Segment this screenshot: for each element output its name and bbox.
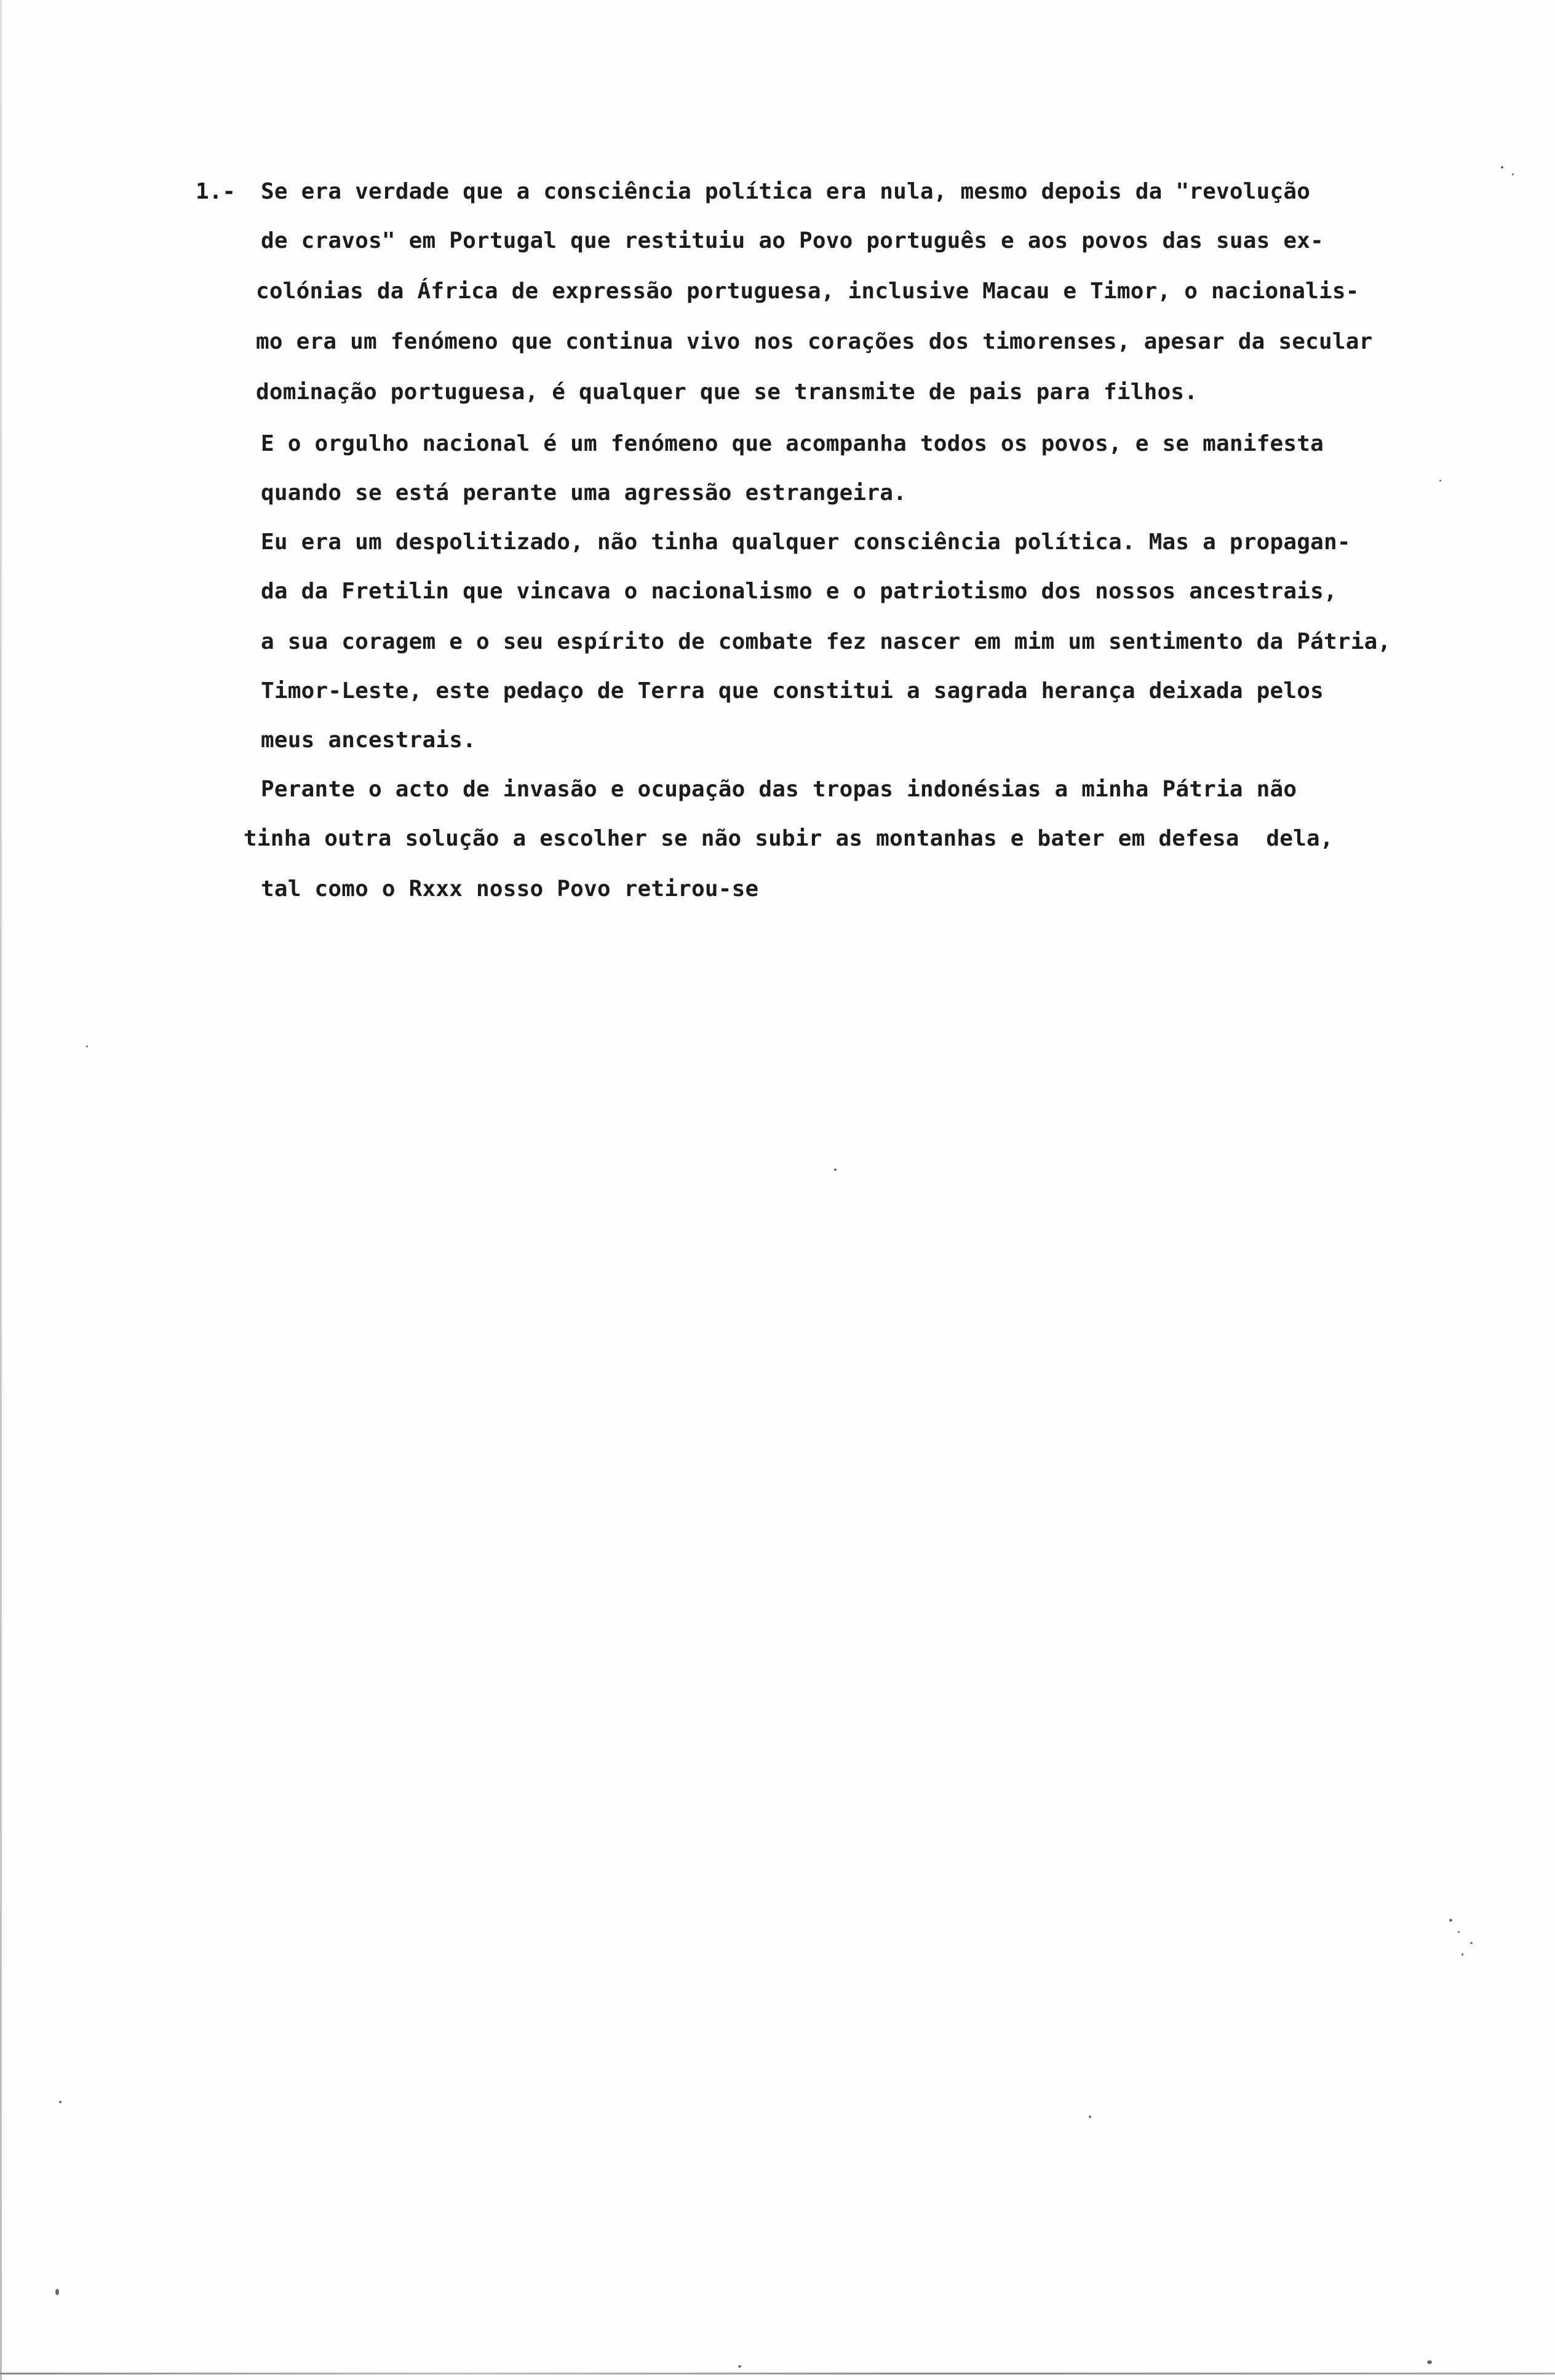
- text-line-3: colónias da África de expressão portuguesa, inclusive Macau e Timor, o nacionalis-: [256, 279, 1359, 304]
- text-line-15: tal como o Rxxx nosso Povo retirou-se: [261, 876, 759, 902]
- text-line-6: E o orgulho nacional é um fenómeno que acompanha todos os povos, e se manifesta: [261, 431, 1324, 456]
- item-number: 1.-: [196, 179, 236, 204]
- text-line-14: tinha outra solução a escolher se não subir as montanhas e bater em defesa dela,: [244, 826, 1334, 851]
- text-line-4: mo era um fenómeno que continua vivo nos corações dos timorenses, apesar da secular: [256, 329, 1373, 354]
- scan-speck: [59, 2101, 62, 2103]
- scan-speck: [1501, 166, 1503, 169]
- scan-speck: [86, 1045, 88, 1047]
- page-edge-shadow: [0, 0, 2, 2380]
- page-bottom-edge: [0, 2373, 1555, 2374]
- scan-speck: [1449, 1919, 1452, 1922]
- scan-speck: [1458, 1931, 1460, 1933]
- text-line-1: Se era verdade que a consciência política era nula, mesmo depois da "revolução: [261, 179, 1311, 204]
- scan-speck: [834, 1168, 837, 1171]
- text-line-11: Timor-Leste, este pedaço de Terra que constitui a sagrada herança deixada pelos: [261, 678, 1324, 704]
- text-line-12: meus ancestrais.: [261, 728, 476, 753]
- scan-speck: [1089, 2116, 1091, 2118]
- text-line-13: Perante o acto de invasão e ocupação das tropas indonésias a minha Pátria não: [261, 777, 1297, 802]
- scan-speck: [1439, 480, 1441, 482]
- text-line-9: da da Fretilin que vincava o nacionalismo e o patriotismo dos nossos ancestrais,: [261, 579, 1337, 604]
- text-line-8: Eu era um despolitizado, não tinha qualquer consciência política. Mas a propagan-: [261, 530, 1351, 555]
- scan-speck: [1427, 2360, 1432, 2364]
- text-line-10: a sua coragem e o seu espírito de combate fez nascer em mim um sentimento da Pátria,: [261, 629, 1391, 654]
- text-line-5: dominação portuguesa, é qualquer que se transmite de pais para filhos.: [256, 379, 1198, 405]
- text-line-2: de cravos" em Portugal que restituiu ao Povo português e aos povos das suas ex-: [261, 228, 1324, 253]
- scan-speck: [738, 2365, 741, 2368]
- scan-speck: [55, 2289, 59, 2295]
- scan-speck: [1462, 1953, 1463, 1956]
- text-line-7: quando se está perante uma agressão estrangeira.: [261, 480, 907, 506]
- scan-speck: [1470, 1942, 1473, 1944]
- scan-speck: [1512, 173, 1514, 175]
